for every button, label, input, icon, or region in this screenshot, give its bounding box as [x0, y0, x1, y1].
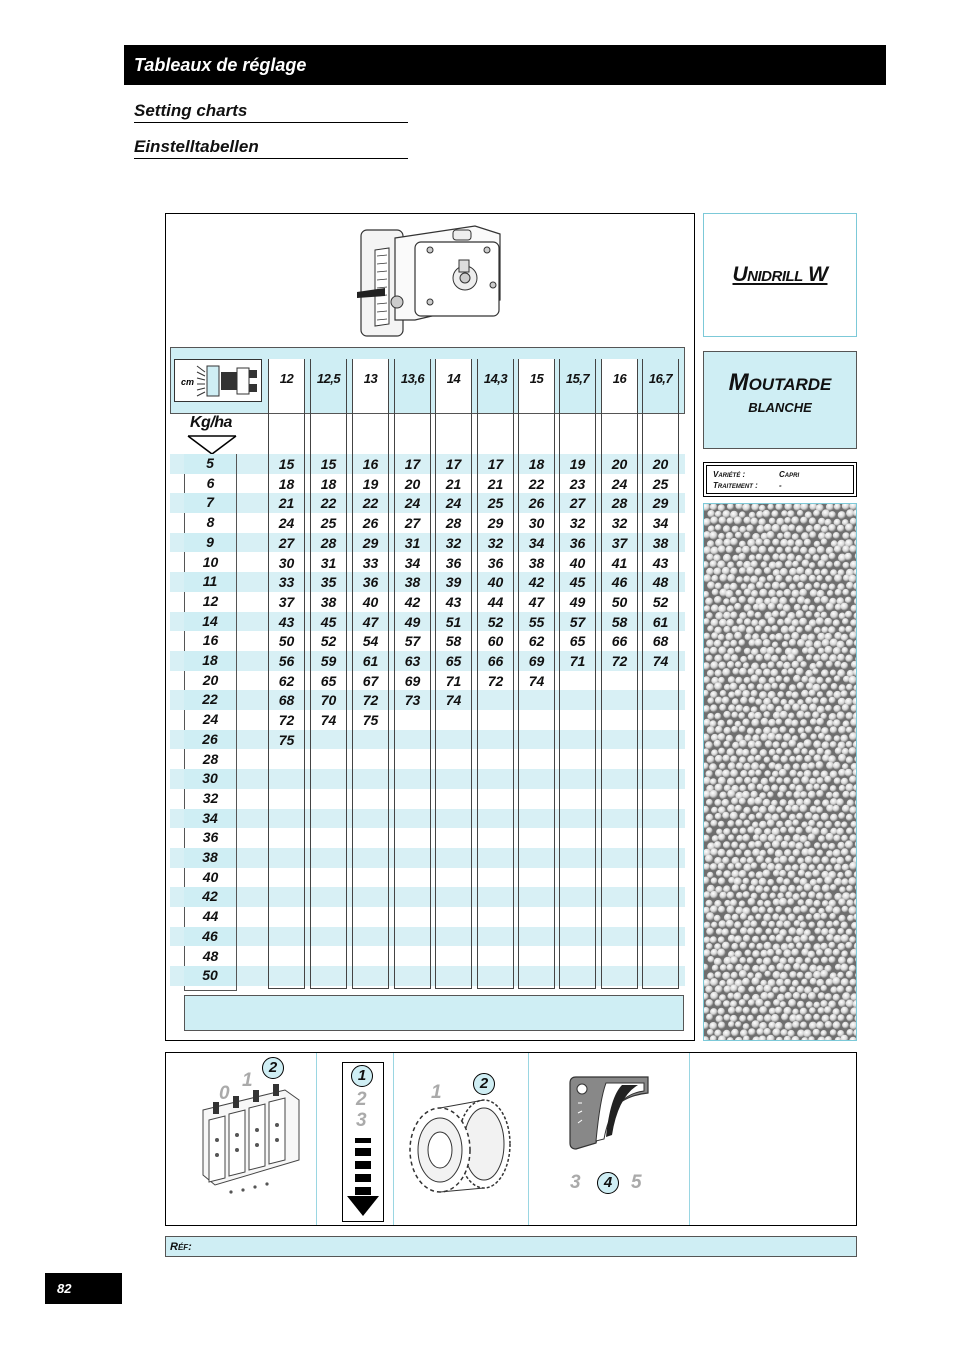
spacing-header-highlight — [394, 359, 431, 413]
sprocket-wheel-illustration — [402, 1090, 522, 1200]
gearbox-option-2: 2 — [356, 1089, 367, 1110]
kg-rate-cell: 20 — [202, 671, 219, 688]
setting-value: 34 — [652, 515, 669, 532]
setting-value: 39 — [445, 574, 462, 591]
setting-value: 21 — [445, 475, 462, 492]
setting-value: 29 — [362, 534, 379, 551]
subtitle-german: Einstelltabellen — [134, 137, 408, 159]
setting-value: 65 — [569, 633, 586, 650]
crop-name-line1: Moutarde — [728, 369, 832, 396]
setting-value: 19 — [362, 475, 379, 492]
spacing-header: 16,7 — [648, 371, 673, 386]
spacing-column — [642, 359, 679, 989]
setting-value: 29 — [652, 495, 669, 512]
variety-row — [713, 469, 853, 480]
setting-value: 20 — [404, 475, 421, 492]
kg-rate-cell: 10 — [202, 553, 219, 570]
setting-value: 20 — [652, 456, 669, 472]
setting-value: 37 — [278, 593, 295, 610]
lever-label-1: 1 — [242, 1070, 253, 1091]
kg-rate-cell: 48 — [202, 947, 219, 964]
kg-rate-cell: 18 — [184, 651, 237, 671]
kg-rate-cell: 32 — [202, 789, 219, 806]
setting-value: 42 — [528, 574, 545, 591]
subtitle-english: Setting charts — [134, 101, 408, 123]
spacing-header: 15,7 — [565, 371, 590, 386]
kg-rate-cell: 46 — [184, 927, 237, 947]
setting-value: 74 — [320, 712, 337, 729]
setting-value: 74 — [445, 692, 462, 709]
setting-value: 24 — [404, 495, 421, 512]
setting-value: 40 — [487, 574, 504, 591]
setting-value: 69 — [404, 672, 421, 689]
kg-rate-cell: 9 — [184, 533, 237, 553]
row-spacing-icon-box — [174, 359, 262, 402]
setting-value: 27 — [278, 534, 295, 551]
seed-drill-icon — [175, 360, 261, 401]
product-name-box — [703, 213, 857, 337]
spacing-header-plain — [268, 359, 305, 413]
setting-value: 44 — [487, 593, 504, 610]
setting-value: 28 — [611, 495, 628, 512]
setting-value: 62 — [278, 672, 295, 689]
setting-value: 61 — [362, 653, 379, 669]
setting-value: 57 — [404, 633, 421, 650]
setting-value: 75 — [278, 731, 295, 748]
setting-value: 71 — [445, 672, 462, 689]
metering-unit-illustration — [355, 220, 510, 342]
setting-value: 25 — [487, 495, 504, 512]
kg-rate-cell: 5 — [184, 454, 237, 474]
setting-value: 27 — [404, 515, 421, 532]
spacing-header: 14 — [446, 371, 461, 386]
setting-value: 50 — [278, 633, 295, 650]
spacing-header-plain — [518, 359, 555, 413]
setting-value: 23 — [569, 475, 586, 492]
kg-rate-cell: 26 — [184, 730, 237, 750]
setting-value: 56 — [278, 653, 295, 669]
kg-rate-cell: 8 — [206, 514, 215, 531]
setting-value: 24 — [445, 495, 462, 512]
gearbox-selected-badge: 1 — [351, 1065, 373, 1087]
gearbox-option-3: 3 — [356, 1110, 367, 1131]
setting-value: 74 — [528, 672, 545, 689]
setting-value: 74 — [652, 653, 669, 669]
spacing-header: 13,6 — [400, 371, 425, 386]
setting-value: 71 — [569, 653, 586, 669]
seed-photo-image — [704, 504, 857, 1041]
seed-photo — [703, 503, 857, 1041]
setting-value: 26 — [362, 515, 379, 532]
treatment-label: Traitement : — [713, 481, 758, 490]
spacing-header-highlight — [310, 359, 347, 413]
spacing-header: 15 — [529, 371, 544, 386]
spacing-header-highlight — [559, 359, 596, 413]
setting-value: 36 — [445, 554, 462, 571]
setting-value: 24 — [278, 515, 295, 532]
setting-value: 28 — [320, 534, 337, 551]
spacing-header: 12,5 — [316, 371, 341, 386]
setting-value: 37 — [611, 534, 628, 551]
setting-value: 21 — [487, 475, 504, 492]
spacing-header-plain — [601, 359, 638, 413]
setting-value: 65 — [320, 672, 337, 689]
arrow-down-icon — [344, 1136, 382, 1220]
spacing-header-plain — [352, 359, 389, 413]
setting-value: 68 — [278, 692, 295, 709]
reference-bar — [165, 1236, 857, 1257]
setting-value: 34 — [404, 554, 421, 571]
setting-value: 45 — [320, 613, 337, 630]
spacing-header-plain — [435, 359, 472, 413]
setting-value: 30 — [528, 515, 545, 532]
setting-value: 72 — [611, 653, 628, 669]
setting-value: 18 — [320, 475, 337, 492]
setting-value: 65 — [445, 653, 462, 669]
kg-rate-cell: 12 — [202, 592, 219, 609]
crop-box — [703, 351, 857, 449]
page-title: Tableaux de réglage — [124, 45, 886, 85]
setting-value: 32 — [487, 534, 504, 551]
kg-rate-cell: 22 — [184, 690, 237, 710]
setting-value: 57 — [569, 613, 586, 630]
setting-value: 32 — [569, 515, 586, 532]
kg-rate-cell: 6 — [206, 474, 215, 491]
setting-value: 28 — [445, 515, 462, 532]
setting-value: 25 — [320, 515, 337, 532]
spacing-header: 12 — [279, 371, 294, 386]
setting-value: 18 — [528, 456, 545, 472]
flap-gauge-illustration — [566, 1073, 652, 1153]
setting-value: 25 — [652, 475, 669, 492]
kg-rate-cell: 14 — [184, 612, 237, 632]
setting-value: 62 — [528, 633, 545, 650]
setting-value: 17 — [404, 456, 421, 472]
kg-rate-cell: 38 — [184, 848, 237, 868]
setting-value: 58 — [445, 633, 462, 650]
treatment-value: - — [779, 481, 782, 490]
variety-box — [703, 462, 857, 497]
lever-selected-badge: 2 — [262, 1057, 284, 1079]
setting-value: 35 — [320, 574, 337, 591]
setting-value: 72 — [278, 712, 295, 729]
setting-value: 16 — [362, 456, 379, 472]
setting-value: 68 — [652, 633, 669, 650]
spacing-header: 13 — [363, 371, 378, 386]
table-footer-band — [184, 995, 684, 1031]
setting-value: 72 — [487, 672, 504, 689]
setting-value: 63 — [404, 653, 421, 669]
setting-value: 40 — [569, 554, 586, 571]
setting-value: 46 — [611, 574, 628, 591]
setting-value: 22 — [528, 475, 545, 492]
unit-label: Kg/ha — [190, 414, 232, 431]
setting-value: 21 — [278, 495, 295, 512]
setting-value: 72 — [362, 692, 379, 709]
kg-rate-cell: 11 — [184, 572, 237, 592]
setting-value: 60 — [487, 633, 504, 650]
setting-value: 52 — [487, 613, 504, 630]
setting-value: 36 — [487, 554, 504, 571]
setting-value: 52 — [652, 593, 669, 610]
setting-value: 70 — [320, 692, 337, 709]
lever-block-illustration — [195, 1080, 307, 1200]
product-name: Unidrill W — [732, 263, 828, 286]
setting-value: 34 — [528, 534, 545, 551]
flap-option-3: 3 — [570, 1172, 581, 1193]
setting-value: 42 — [404, 593, 421, 610]
setting-value: 50 — [611, 593, 628, 610]
setting-value: 32 — [611, 515, 628, 532]
kg-rate-cell: 50 — [184, 966, 237, 986]
down-arrow-icon — [186, 432, 242, 456]
setting-value: 33 — [362, 554, 379, 571]
setting-value: 15 — [320, 456, 337, 472]
setting-value: 17 — [487, 456, 504, 472]
wheel-label-1: 1 — [431, 1082, 442, 1103]
spacing-column — [601, 359, 638, 989]
flap-selected-badge: 4 — [597, 1172, 619, 1194]
spacing-header: 14,3 — [483, 371, 508, 386]
setting-value: 45 — [569, 574, 586, 591]
setting-value: 73 — [404, 692, 421, 709]
setting-value: 55 — [528, 613, 545, 630]
kg-rate-cell: 42 — [184, 887, 237, 907]
reference-label: Réf: — [170, 1241, 192, 1253]
setting-value: 48 — [652, 574, 669, 591]
setting-value: 47 — [528, 593, 545, 610]
setting-value: 38 — [652, 534, 669, 551]
setting-value: 22 — [362, 495, 379, 512]
setting-value: 27 — [569, 495, 586, 512]
setting-value: 36 — [362, 574, 379, 591]
setting-value: 40 — [362, 593, 379, 610]
setting-value: 49 — [569, 593, 586, 610]
setting-value: 19 — [569, 456, 586, 472]
kg-rate-cell: 24 — [202, 711, 219, 728]
kg-rate-cell: 30 — [184, 769, 237, 789]
setting-value: 59 — [320, 653, 337, 669]
crop-name-line2: blanche — [748, 396, 812, 416]
variety-inner — [706, 465, 854, 494]
variety-value: Capri — [779, 470, 800, 479]
setting-value: 66 — [611, 633, 628, 650]
setting-value: 66 — [487, 653, 504, 669]
setting-value: 38 — [320, 593, 337, 610]
setting-value: 49 — [404, 613, 421, 630]
setting-value: 24 — [611, 475, 628, 492]
page-number: 82 — [45, 1273, 122, 1304]
setting-value: 26 — [528, 495, 545, 512]
setting-value: 18 — [278, 475, 295, 492]
cm-label: cm — [181, 377, 195, 387]
kg-rate-cell: 7 — [184, 493, 237, 513]
kg-rate-cell: 44 — [202, 908, 219, 925]
setting-value: 43 — [652, 554, 669, 571]
setting-value: 17 — [445, 456, 462, 472]
spacing-column — [559, 359, 596, 989]
kg-rate-cell: 36 — [202, 829, 219, 846]
spacing-header-highlight — [477, 359, 514, 413]
setting-value: 43 — [278, 613, 295, 630]
setting-value: 36 — [569, 534, 586, 551]
setting-value: 29 — [487, 515, 504, 532]
setting-value: 51 — [445, 613, 462, 630]
flap-option-5: 5 — [631, 1172, 642, 1193]
spacing-header-highlight — [642, 359, 679, 413]
setting-value: 31 — [404, 534, 421, 551]
setting-value: 54 — [362, 633, 379, 650]
treatment-row — [713, 480, 853, 491]
spacing-header: 16 — [612, 371, 627, 386]
lever-label-0: 0 — [219, 1083, 230, 1104]
setting-value: 41 — [611, 554, 628, 571]
setting-value: 33 — [278, 574, 295, 591]
setting-value: 61 — [652, 613, 669, 630]
kg-rate-cell: 28 — [202, 750, 219, 767]
setting-value: 47 — [362, 613, 379, 630]
setting-value: 22 — [320, 495, 337, 512]
kg-rate-cell: 40 — [202, 868, 219, 885]
setting-value: 32 — [445, 534, 462, 551]
wheel-selected-badge: 2 — [473, 1073, 495, 1095]
setting-value: 15 — [278, 456, 295, 472]
setting-value: 38 — [528, 554, 545, 571]
setting-value: 69 — [528, 653, 545, 669]
setting-value: 31 — [320, 554, 337, 571]
setting-value: 30 — [278, 554, 295, 571]
kg-rate-cell: 16 — [202, 632, 219, 649]
setting-value: 67 — [362, 672, 379, 689]
setting-value: 52 — [320, 633, 337, 650]
setting-value: 75 — [362, 712, 379, 729]
setting-value: 58 — [611, 613, 628, 630]
setting-value: 38 — [404, 574, 421, 591]
setting-value: 20 — [611, 456, 628, 472]
kg-rate-cell: 34 — [184, 809, 237, 829]
setting-value: 43 — [445, 593, 462, 610]
variety-label: Variété : — [713, 470, 746, 479]
